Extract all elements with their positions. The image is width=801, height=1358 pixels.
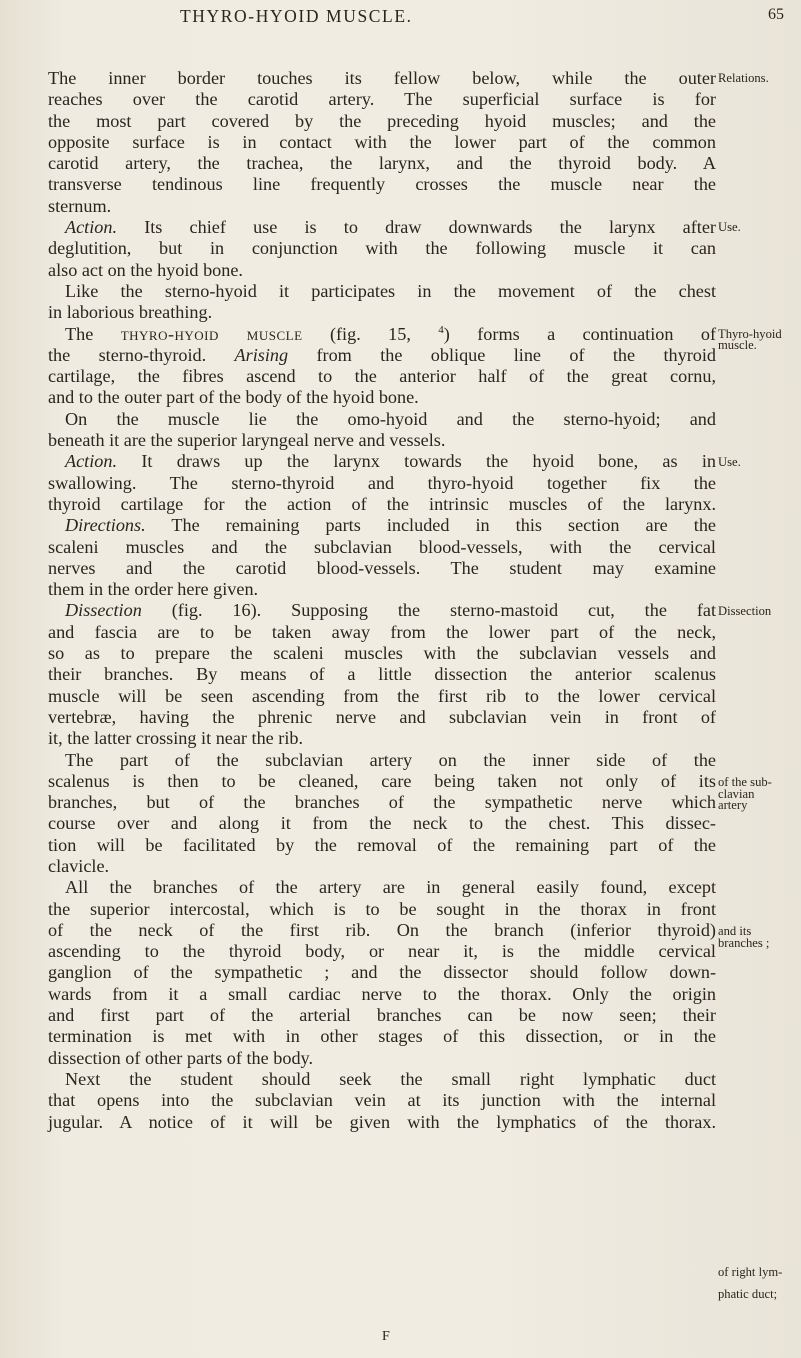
italic-lead: Action. <box>65 217 118 238</box>
text-line: Next the student should seek the small right lymphatic duct <box>65 1068 716 1089</box>
text-line: beneath it are the superior laryngeal nerve and vessels. <box>48 430 446 451</box>
italic-lead: Action. <box>65 451 118 472</box>
text-line: scaleni muscles and the subclavian blood-vessels, with the cervical <box>48 536 716 557</box>
text-line: dissection of other parts of the body. <box>48 1047 314 1068</box>
margin-note-subclavian: artery <box>718 798 748 812</box>
text-line: transverse tendinous line frequently crosses the muscle near the <box>48 174 716 195</box>
text-line: Like the sterno-hyoid it participates in the movement of the chest <box>65 280 716 301</box>
margin-note-use: Use. <box>718 220 741 234</box>
text-line: vertebræ, having the phrenic nerve and subclavian vein in front of <box>48 706 716 727</box>
margin-note-branches: branches ; <box>718 936 770 950</box>
text-line: All the branches of the artery are in general easily found, except <box>65 877 716 898</box>
text-line: scalenus is then to be cleaned, care being taken not only of its <box>48 770 716 791</box>
text-line: ganglion of the sympathetic ; and the dissector should follow down- <box>48 962 716 983</box>
text-line: cartilage, the fibres ascend to the anterior half of the great cornu, <box>48 366 716 387</box>
italic-lead: Dissection <box>65 600 142 621</box>
margin-note-thyro-hyoid: Thyro-hyoid <box>718 327 782 341</box>
text-line: also act on the hyoid bone. <box>48 259 243 280</box>
text-line: and to the outer part of the body of the hyoid bone. <box>48 387 419 408</box>
margin-note-subclavian: clavian <box>718 787 755 801</box>
text-line: it, the latter crossing it near the rib. <box>48 728 304 749</box>
text-line: opposite surface is in contact with the lower part of the common <box>48 131 716 152</box>
muscle-heading: thyro-hyoid muscle <box>120 323 303 344</box>
text-line: carotid artery, the trachea, the larynx, and the thyroid body. A <box>48 153 716 174</box>
text-line: The thyro-hyoid muscle (fig. 15, $^4$) forms a continuation of <box>65 323 717 344</box>
text-line: deglutition, but in conjunction with the following muscle it can <box>48 238 716 259</box>
margin-note-lymphatic-duct: of right lym- <box>718 1265 783 1279</box>
text-line: their branches. By means of a little dissection the anterior scalenus <box>48 664 716 685</box>
text-line: so as to prepare the scaleni muscles with the subclavian vessels and <box>48 643 716 664</box>
running-head <box>180 6 700 30</box>
text-line: and fascia are to be taken away from the lower part of the neck, <box>48 621 716 642</box>
footnote-number: 4 <box>438 323 444 336</box>
text-line: thyroid cartilage for the action of the intrinsic muscles of the larynx. <box>48 493 716 514</box>
text-line: that opens into the subclavian vein at its junction with the internal <box>48 1090 716 1111</box>
figure-reference: (fig. 15, <box>329 323 411 344</box>
text-line: muscle will be seen ascending from the first rib to the lower cervical <box>48 685 716 706</box>
text-line: The inner border touches its fellow below, while the outer <box>48 68 716 88</box>
signature-mark: F <box>382 1329 390 1344</box>
text-line: sternum. <box>48 195 112 216</box>
text-line: in laborious breathing. <box>48 302 213 323</box>
margin-note-branches: and its <box>718 924 752 938</box>
text-line: Directions. The remaining parts included in this section are the <box>65 515 716 536</box>
text-line: wards from it a small cardiac nerve to the thorax. Only the origin <box>48 983 716 1004</box>
text-line: the sterno-thyroid. Arising from the oblique line of the thyroid <box>48 344 716 365</box>
running-title: THYRO-HYOID MUSCLE. <box>180 6 413 26</box>
body-text <box>48 68 716 1133</box>
text-line: On the muscle lie the omo-hyoid and the sterno-hyoid; and <box>65 408 716 429</box>
text-line: jugular. A notice of it will be given with the lymphatics of the thorax. <box>48 1111 716 1132</box>
text-line: Action. Its chief use is to draw downwards the larynx after <box>65 217 716 238</box>
text-line: clavicle. <box>48 855 110 876</box>
page-number: 65 <box>768 6 784 23</box>
text-line: ascending to the thyroid body, or near it, is the middle cervical <box>48 941 716 962</box>
text-line: termination is met with in other stages of this dissection, or in the <box>48 1026 716 1047</box>
text-line: Dissection (fig. 16). Supposing the sterno-mastoid cut, the fat <box>65 600 716 621</box>
text-line: and first part of the arterial branches can be now seen; their <box>48 1005 716 1026</box>
text-line: them in the order here given. <box>48 579 259 600</box>
margin-note-dissection: Dissection <box>718 604 772 618</box>
text-line: course over and along it from the neck to the chest. This dissec- <box>48 813 716 834</box>
text-line: reaches over the carotid artery. The superficial surface is for <box>48 89 716 110</box>
italic-lead: Directions. <box>65 515 146 536</box>
text-line: the superior intercostal, which is to be sought in the thorax in front <box>48 898 716 919</box>
margin-note-muscle: muscle. <box>718 338 757 352</box>
margin-note-lymphatic-duct: phatic duct; <box>718 1287 778 1301</box>
margin-note-use: Use. <box>718 455 741 469</box>
margin-note-relations: Relations. <box>718 71 769 85</box>
text-line: Action. It draws up the larynx towards the hyoid bone, as in <box>65 451 716 472</box>
text-line: The part of the subclavian artery on the inner side of the <box>65 749 716 770</box>
margin-note-subclavian: of the sub- <box>718 775 772 789</box>
text-line: the most part covered by the preceding hyoid muscles; and the <box>48 110 716 131</box>
text-line: of the neck of the first rib. On the branch (inferior thyroid) <box>48 919 716 940</box>
text-line: swallowing. The sterno-thyroid and thyro-hyoid together fix the <box>48 472 716 493</box>
text-line: tion will be facilitated by the removal of the remaining part of the <box>48 834 716 855</box>
italic-lead: Arising <box>234 344 289 365</box>
text-line: branches, but of the branches of the sympathetic nerve which <box>48 792 716 813</box>
text-line: nerves and the carotid blood-vessels. The student may examine <box>48 557 716 578</box>
